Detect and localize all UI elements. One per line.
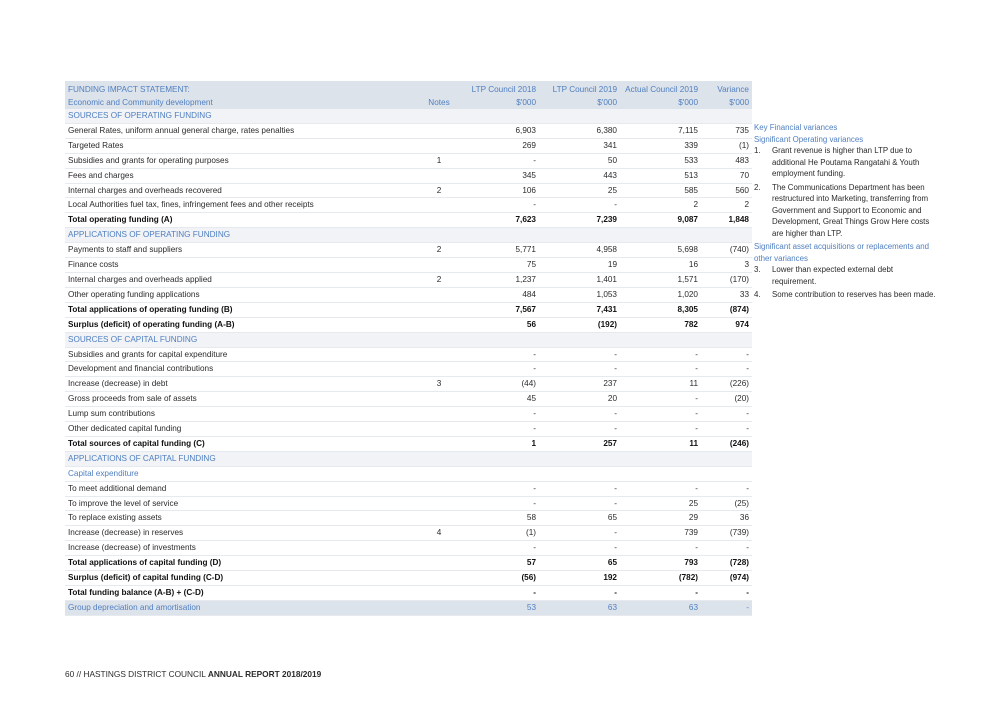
table-title: FUNDING IMPACT STATEMENT: [65,81,420,96]
cell-ltp-2018: - [458,347,539,362]
cell-actual-2019: - [620,392,701,407]
row-label: SOURCES OF CAPITAL FUNDING [65,332,420,347]
row-note [420,168,458,183]
cell-ltp-2019: 257 [539,436,620,451]
cell-actual-2019: 1,571 [620,272,701,287]
cell-actual-2019: 11 [620,436,701,451]
total-row [65,586,752,601]
row-note [420,213,458,228]
cell-ltp-2018: 484 [458,287,539,302]
cell-ltp-2019: 20 [539,392,620,407]
table-row [65,153,752,168]
cell-ltp-2018 [458,109,539,123]
cell-variance: 483 [701,153,752,168]
cell-ltp-2019: 25 [539,183,620,198]
cell-ltp-2019: - [539,198,620,213]
cell-ltp-2019: - [539,481,620,496]
cell-ltp-2019 [539,332,620,347]
total-row [65,556,752,571]
cell-variance: - [701,541,752,556]
cell-variance [701,228,752,243]
cell-variance: (728) [701,556,752,571]
row-note: 2 [420,243,458,258]
cell-actual-2019: 2 [620,198,701,213]
row-note [420,556,458,571]
cell-ltp-2018: (44) [458,377,539,392]
cell-ltp-2018: - [458,407,539,422]
row-note [420,287,458,302]
row-label: Other operating funding applications [65,287,420,302]
row-label: Surplus (deficit) of operating funding (A-B) [65,317,420,332]
cell-ltp-2018: - [458,422,539,437]
cell-actual-2019: - [620,586,701,601]
table-row [65,392,752,407]
cell-ltp-2018: 7,623 [458,213,539,228]
col-header-ltp-2019: LTP Council 2019 [539,81,620,96]
cell-actual-2019 [620,451,701,466]
cell-actual-2019: 8,305 [620,302,701,317]
cell-ltp-2018: - [458,198,539,213]
row-label: To improve the level of service [65,496,420,511]
row-label: Targeted Rates [65,138,420,153]
cell-variance: - [701,407,752,422]
cell-ltp-2019 [539,228,620,243]
col-header-actual-2019: Actual Council 2019 [620,81,701,96]
note-text: Lower than expected external debt requirement. [772,265,894,286]
notes-subheading-asset: Significant asset acquisitions or replacements and other variances [754,242,930,263]
row-note [420,198,458,213]
cell-variance: 70 [701,168,752,183]
table-row [65,496,752,511]
col-unit-actual-2019: $'000 [620,96,701,109]
cell-variance: - [701,600,752,615]
table-header [65,81,752,109]
cell-ltp-2019 [539,109,620,123]
cell-actual-2019: - [620,347,701,362]
cell-ltp-2019: 1,401 [539,272,620,287]
row-label: Surplus (deficit) of capital funding (C-D) [65,571,420,586]
note-text: Grant revenue is higher than LTP due to additional He Poutama Rangatahi & Youth employment funding. [772,146,920,178]
cell-ltp-2019 [539,451,620,466]
page-footer [65,669,321,679]
total-row [65,302,752,317]
table-row [65,138,752,153]
cell-actual-2019: 533 [620,153,701,168]
cell-actual-2019 [620,228,701,243]
row-label: Other dedicated capital funding [65,422,420,437]
cell-ltp-2019: - [539,422,620,437]
cell-ltp-2019: 4,958 [539,243,620,258]
col-unit-ltp-2019: $'000 [539,96,620,109]
row-label: Capital expenditure [65,466,420,481]
cell-ltp-2019: 50 [539,153,620,168]
cell-actual-2019: 25 [620,496,701,511]
cell-actual-2019: 63 [620,600,701,615]
note-number: 4. [754,290,761,299]
row-note: 4 [420,526,458,541]
cell-variance: (740) [701,243,752,258]
row-note [420,451,458,466]
note-text: The Communications Department has been restructured into Marketing, transferring from Government and Support to Economic and Development, Great Things Grow Here costs are higher than LTP. [772,182,930,238]
cell-variance: 36 [701,511,752,526]
table-row [65,511,752,526]
row-label: Total funding balance (A-B) + (C-D) [65,586,420,601]
cell-ltp-2018: - [458,153,539,168]
cell-variance [701,109,752,123]
row-label: Total applications of operating funding (B) [65,302,420,317]
table-row [65,481,752,496]
row-note [420,496,458,511]
cell-variance: (739) [701,526,752,541]
cell-variance: - [701,347,752,362]
cell-actual-2019: 16 [620,258,701,273]
cell-variance: - [701,422,752,437]
row-note [420,332,458,347]
row-label: Lump sum contributions [65,407,420,422]
subsection-row [65,466,752,481]
cell-actual-2019: 793 [620,556,701,571]
row-note [420,436,458,451]
cell-ltp-2018: (56) [458,571,539,586]
cell-actual-2019: 29 [620,511,701,526]
cell-ltp-2018: 58 [458,511,539,526]
cell-ltp-2018 [458,451,539,466]
table-row [65,422,752,437]
cell-ltp-2019: - [539,541,620,556]
cell-actual-2019 [620,332,701,347]
cell-actual-2019: - [620,481,701,496]
row-label: Payments to staff and suppliers [65,243,420,258]
row-note [420,511,458,526]
cell-variance: 33 [701,287,752,302]
cell-actual-2019: 739 [620,526,701,541]
footer-row [65,600,752,615]
cell-ltp-2018: 56 [458,317,539,332]
cell-actual-2019: (782) [620,571,701,586]
row-note [420,407,458,422]
table-row [65,287,752,302]
row-note [420,302,458,317]
notes-subheading-operating: Significant Operating variances [754,134,864,144]
cell-ltp-2019: 63 [539,600,620,615]
row-label: Group depreciation and amortisation [65,600,420,615]
cell-variance: (1) [701,138,752,153]
cell-ltp-2018: 53 [458,600,539,615]
row-label: Local Authorities fuel tax, fines, infringement fees and other receipts [65,198,420,213]
cell-ltp-2019: 443 [539,168,620,183]
cell-variance: (246) [701,436,752,451]
cell-ltp-2019: - [539,526,620,541]
cell-variance: 3 [701,258,752,273]
cell-actual-2019: 339 [620,138,701,153]
variance-note-item [754,182,939,240]
row-label: Subsidies and grants for capital expenditure [65,347,420,362]
cell-ltp-2018: 7,567 [458,302,539,317]
table-row [65,541,752,556]
cell-actual-2019: 585 [620,183,701,198]
funding-impact-statement-table [65,81,752,616]
table-row [65,347,752,362]
cell-ltp-2019: 6,380 [539,123,620,138]
cell-actual-2019: 9,087 [620,213,701,228]
table-row [65,377,752,392]
row-note [420,481,458,496]
cell-ltp-2018: 345 [458,168,539,183]
total-row [65,436,752,451]
cell-ltp-2019: - [539,347,620,362]
row-note [420,466,458,481]
cell-variance: (874) [701,302,752,317]
cell-variance: (974) [701,571,752,586]
cell-actual-2019: 5,698 [620,243,701,258]
section-row [65,332,752,347]
row-note [420,392,458,407]
total-row [65,213,752,228]
row-note [420,362,458,377]
row-label: Total sources of capital funding (C) [65,436,420,451]
cell-ltp-2018: (1) [458,526,539,541]
cell-variance: (25) [701,496,752,511]
row-note [420,317,458,332]
notes-heading: Key Financial variances [754,123,838,132]
footer-prefix: 60 // HASTINGS DISTRICT COUNCIL [65,669,208,679]
asset-variance-list [754,264,939,301]
cell-actual-2019: - [620,407,701,422]
table-row [65,272,752,287]
row-note [420,228,458,243]
cell-ltp-2018: 6,903 [458,123,539,138]
cell-ltp-2018: 57 [458,556,539,571]
cell-actual-2019: 7,115 [620,123,701,138]
cell-actual-2019 [620,109,701,123]
row-note [420,347,458,362]
row-label: Gross proceeds from sale of assets [65,392,420,407]
cell-variance [701,451,752,466]
cell-ltp-2018: 45 [458,392,539,407]
cell-variance: - [701,586,752,601]
cell-variance: - [701,362,752,377]
row-label: Internal charges and overheads applied [65,272,420,287]
col-unit-variance: $'000 [701,96,752,109]
cell-actual-2019: 1,020 [620,287,701,302]
variance-note-item [754,289,939,301]
total-row [65,317,752,332]
row-label: Finance costs [65,258,420,273]
cell-ltp-2018: - [458,481,539,496]
note-number: 3. [754,265,761,274]
row-label: Increase (decrease) in reserves [65,526,420,541]
footer-report-title: ANNUAL REPORT 2018/2019 [207,669,322,679]
cell-ltp-2018: 269 [458,138,539,153]
row-note [420,571,458,586]
cell-ltp-2018: 1,237 [458,272,539,287]
cell-ltp-2018: 1 [458,436,539,451]
row-note [420,123,458,138]
cell-ltp-2018: 75 [458,258,539,273]
cell-actual-2019: 11 [620,377,701,392]
row-label: APPLICATIONS OF OPERATING FUNDING [65,228,420,243]
cell-ltp-2019: 7,239 [539,213,620,228]
variance-note-item [754,145,939,180]
cell-ltp-2018: 5,771 [458,243,539,258]
row-label: Increase (decrease) in debt [65,377,420,392]
col-header-notes: Notes [420,96,458,109]
table-row [65,526,752,541]
operating-variance-list [754,145,939,239]
cell-actual-2019: - [620,541,701,556]
cell-ltp-2018 [458,466,539,481]
cell-ltp-2018 [458,332,539,347]
cell-ltp-2019: 341 [539,138,620,153]
cell-variance: 735 [701,123,752,138]
table-row [65,183,752,198]
row-label: Subsidies and grants for operating purposes [65,153,420,168]
row-note: 2 [420,272,458,287]
cell-variance: (226) [701,377,752,392]
cell-ltp-2019: 1,053 [539,287,620,302]
row-note [420,422,458,437]
table-row [65,243,752,258]
table-row [65,198,752,213]
row-label: Total applications of capital funding (D) [65,556,420,571]
row-label: Development and financial contributions [65,362,420,377]
cell-variance: 2 [701,198,752,213]
row-note [420,600,458,615]
cell-ltp-2018: - [458,496,539,511]
cell-ltp-2019: 192 [539,571,620,586]
cell-ltp-2019: (192) [539,317,620,332]
col-header-ltp-2018: LTP Council 2018 [458,81,539,96]
row-label: To meet additional demand [65,481,420,496]
row-note: 1 [420,153,458,168]
row-label: General Rates, uniform annual general charge, rates penalties [65,123,420,138]
cell-ltp-2019: - [539,496,620,511]
col-unit-ltp-2018: $'000 [458,96,539,109]
cell-ltp-2019: 237 [539,377,620,392]
row-label: Internal charges and overheads recovered [65,183,420,198]
cell-variance [701,332,752,347]
row-label: APPLICATIONS OF CAPITAL FUNDING [65,451,420,466]
cell-ltp-2018: - [458,586,539,601]
cell-variance: (170) [701,272,752,287]
row-note [420,109,458,123]
row-note [420,258,458,273]
section-row [65,228,752,243]
table-row [65,168,752,183]
section-row [65,451,752,466]
cell-ltp-2019: 65 [539,556,620,571]
row-note [420,138,458,153]
note-text: Some contribution to reserves has been made. [772,290,936,299]
note-number: 1. [754,146,761,155]
cell-actual-2019 [620,466,701,481]
col-header-variance: Variance [701,81,752,96]
cell-ltp-2019: 7,431 [539,302,620,317]
table-body [65,109,752,615]
cell-variance: (20) [701,392,752,407]
section-row [65,109,752,123]
table-row [65,362,752,377]
cell-variance: 1,848 [701,213,752,228]
cell-variance: - [701,481,752,496]
cell-ltp-2019 [539,466,620,481]
cell-ltp-2019: 19 [539,258,620,273]
row-note [420,541,458,556]
row-note: 3 [420,377,458,392]
cell-actual-2019: - [620,362,701,377]
key-financial-variances-panel [754,122,939,303]
note-number: 2. [754,182,761,192]
row-note: 2 [420,183,458,198]
cell-variance: 974 [701,317,752,332]
cell-ltp-2019: - [539,362,620,377]
row-label: To replace existing assets [65,511,420,526]
cell-ltp-2019: - [539,586,620,601]
table-subtitle: Economic and Community development [65,96,420,109]
row-label: Fees and charges [65,168,420,183]
cell-ltp-2018 [458,228,539,243]
table-row [65,258,752,273]
table-row [65,123,752,138]
cell-ltp-2018: 106 [458,183,539,198]
cell-ltp-2019: 65 [539,511,620,526]
cell-actual-2019: 782 [620,317,701,332]
variance-note-item [754,264,939,287]
cell-variance [701,466,752,481]
row-label: SOURCES OF OPERATING FUNDING [65,109,420,123]
table-row [65,407,752,422]
cell-ltp-2018: - [458,541,539,556]
cell-variance: 560 [701,183,752,198]
cell-actual-2019: - [620,422,701,437]
cell-ltp-2019: - [539,407,620,422]
row-note [420,586,458,601]
cell-actual-2019: 513 [620,168,701,183]
total-row [65,571,752,586]
cell-ltp-2018: - [458,362,539,377]
row-label: Total operating funding (A) [65,213,420,228]
row-label: Increase (decrease) of investments [65,541,420,556]
